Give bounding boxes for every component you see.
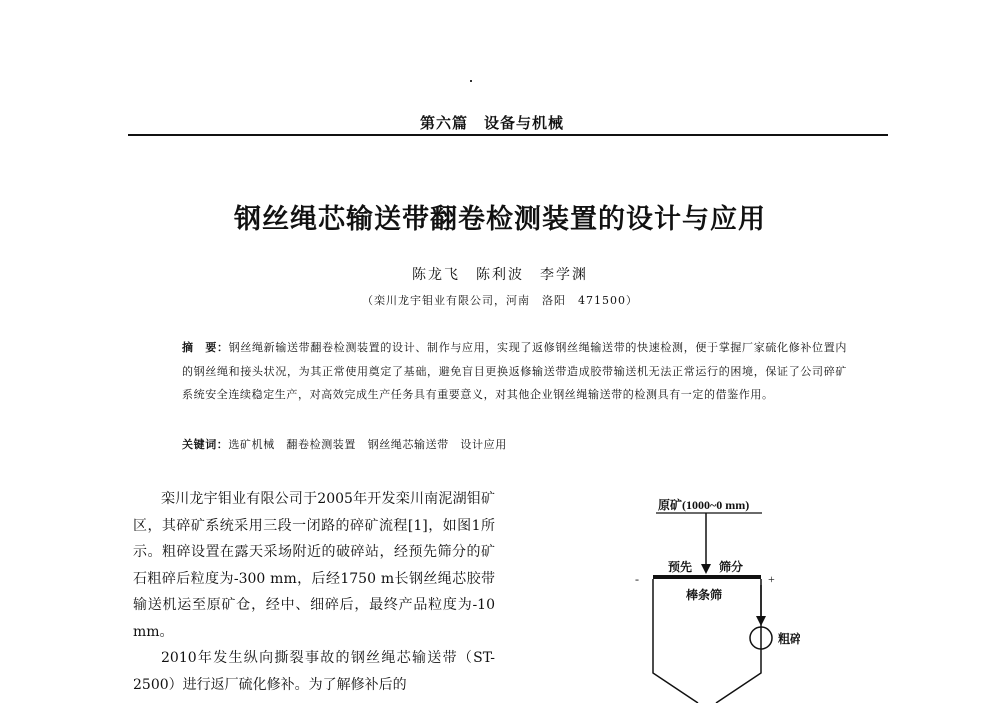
authors: 陈龙飞 陈利波 李学渊 (412, 267, 588, 283)
raw-ore-label: 原矿(1000~0 mm) (658, 498, 750, 512)
coarse-crush-label: 粗碎 (778, 632, 800, 646)
body-text (133, 486, 495, 698)
keywords-label: 关键词： (182, 438, 229, 451)
feed-arrow-icon (701, 564, 711, 574)
affiliation: （栾川龙宇钼业有限公司，河南 洛阳 471500） (362, 294, 638, 307)
screening-label: 筛分 (719, 560, 744, 574)
keywords (182, 436, 847, 452)
body-paragraph: 栾川龙宇钼业有限公司于2005年开发栾川南泥湖钼矿区，其碎矿系统采用三段一闭路的碎矿流程[1]，如图1所示。粗碎设置在露天采场附近的破碎站，经预先筛分的矿石粗碎后粒度为-300 mm，后经1750 m长钢丝绳芯胶带输送机运至原矿仓，经中、细碎后，最终产品粒度为-10 mm。 (133, 491, 495, 640)
section-header: 第六篇 设备与机械 (420, 114, 565, 132)
minus-sign: - (635, 572, 639, 586)
body-paragraph: 2010年发生纵向撕裂事故的钢丝绳芯输送带（ST-2500）进行返厂硫化修补。为了解修补后的 (133, 650, 495, 693)
abstract-label: 摘 要： (182, 341, 229, 354)
grizzly-label: 棒条筛 (686, 588, 723, 602)
page-speck (470, 80, 472, 82)
abstract-text: 钢丝绳新输送带翻卷检测装置的设计、制作与应用，实现了返修钢丝绳输送带的快速检测，便于掌握厂家硫化修补位置内的钢丝绳和接头状况，为其正常使用奠定了基础，避免盲目更换返修输送带造成胶带输送机无法正常运行的困境，保证了公司碎矿系统安全连续稳定生产，对高效完成生产任务具有重要意义，对其他企业钢丝绳输送带的检测具有一定的借鉴作用。 (182, 341, 847, 401)
keywords-text: 选矿机械 翻卷检测装置 钢丝绳芯输送带 设计应用 (228, 438, 507, 451)
flowchart-svg (620, 488, 800, 703)
hopper-right-wall (716, 579, 761, 703)
article-title: 钢丝绳芯输送带翻卷检测装置的设计与应用 (234, 204, 766, 235)
prescreen-label: 预先 (668, 560, 693, 574)
plus-sign: + (768, 572, 775, 586)
screen-deck (653, 575, 761, 579)
flowchart-figure (620, 488, 800, 703)
header-rule (128, 134, 888, 136)
abstract (182, 336, 847, 407)
oversize-arrow-icon (756, 616, 766, 626)
